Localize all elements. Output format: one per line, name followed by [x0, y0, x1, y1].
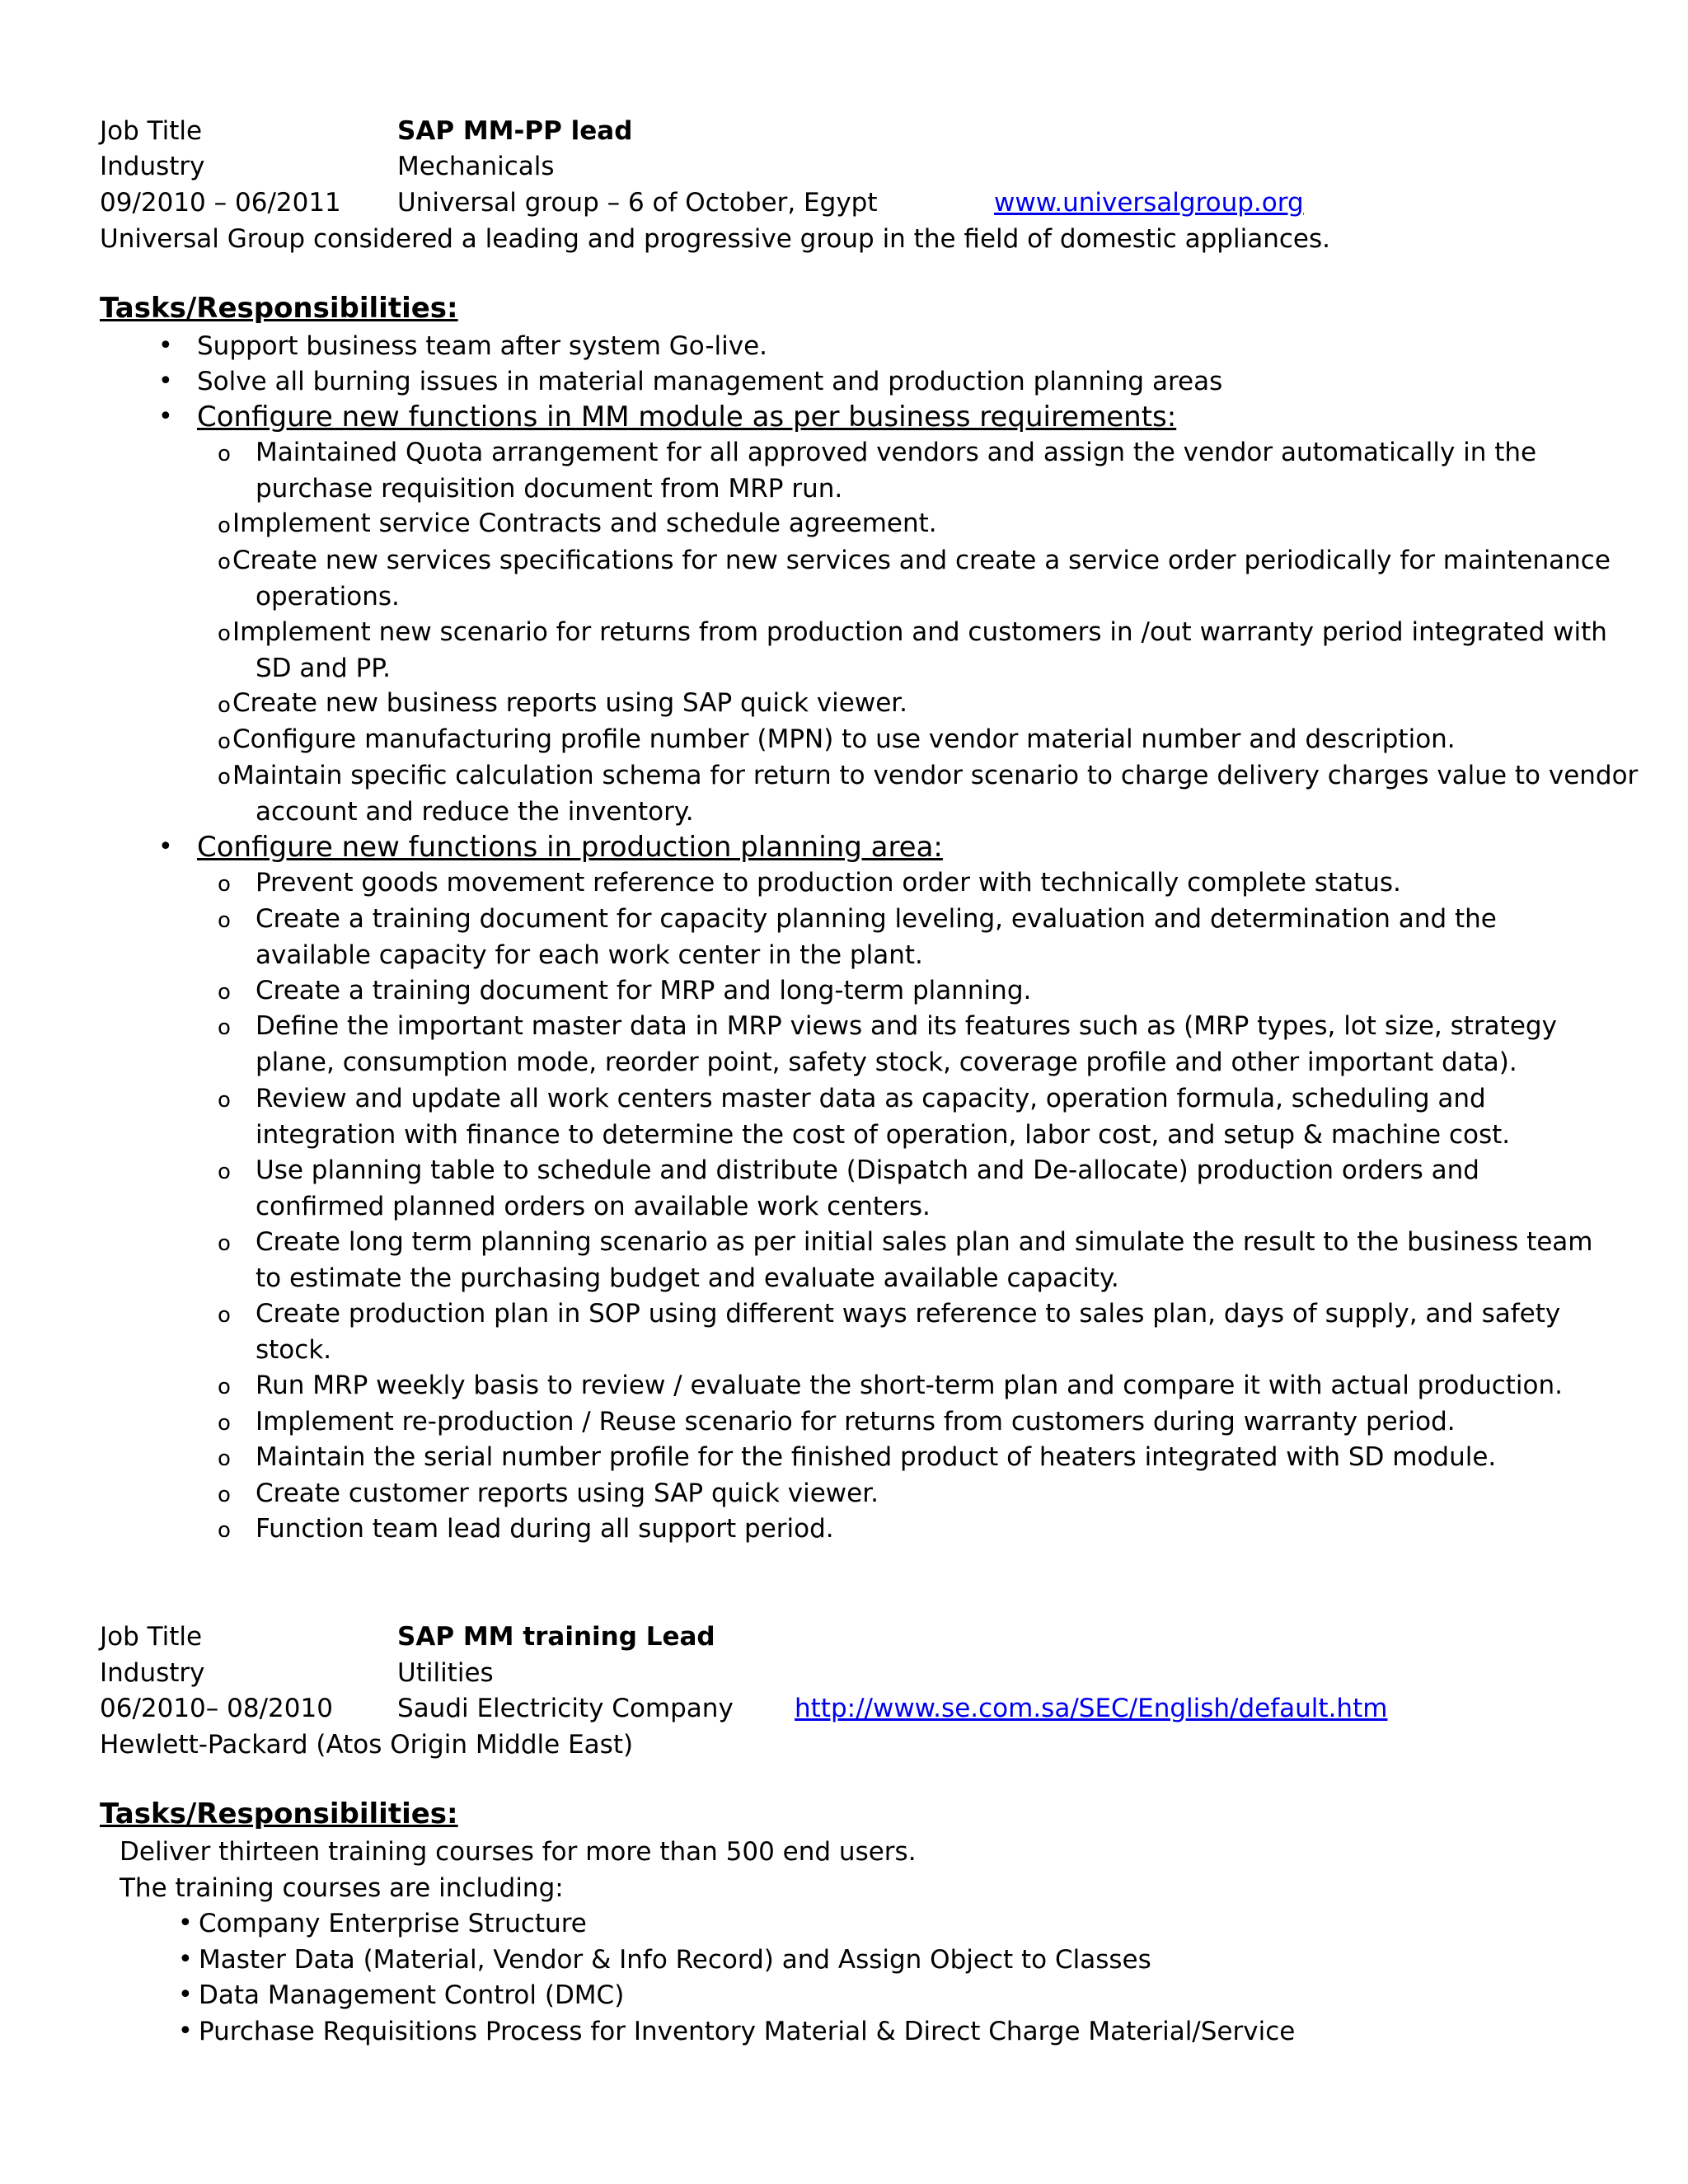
job1-bullet-1: Support business team after system Go-live. — [197, 331, 768, 361]
mm-item-4: Implement new scenario for returns from production and customers in /out warranty period integrated with SD and PP. — [232, 617, 1607, 683]
job1-industry-value: Mechanicals — [397, 152, 555, 181]
job2-website-link[interactable]: http://www.se.com.sa/SEC/English/default.htm — [795, 1694, 1388, 1723]
circle-bullet-icon: o — [218, 1375, 231, 1399]
job2-employer: Hewlett-Packard (Atos Origin Middle East) — [100, 1730, 634, 1760]
pp-item-3: Create a training document for MRP and long-term planning. — [256, 976, 1032, 1005]
circle-bullet-icon: o — [218, 1303, 231, 1328]
job1-dates: 09/2010 – 06/2011 — [100, 188, 341, 218]
mm-item-2: Implement service Contracts and schedule agreement. — [232, 509, 937, 538]
circle-bullet-icon: o — [218, 1088, 231, 1113]
circle-bullet-icon: o — [218, 765, 231, 790]
pp-item-12: Create customer reports using SAP quick viewer. — [256, 1479, 879, 1508]
job2-title-value: SAP MM training Lead — [397, 1622, 715, 1652]
pp-item-8: Create production plan in SOP using different ways reference to sales plan, days of supply, and safety stock. — [256, 1299, 1561, 1365]
circle-bullet-icon: o — [218, 550, 231, 574]
mm-item-5: Create new business reports using SAP quick viewer. — [232, 688, 908, 718]
job1-bullet-2: Solve all burning issues in material management and production planning areas — [197, 367, 1223, 396]
pp-item-7: Create long term planning scenario as per initial sales plan and simulate the result to the business team to estimate the purchasing budget and evaluate available capacity. — [256, 1227, 1593, 1293]
pp-item-1: Prevent goods movement reference to production order with technically complete status. — [256, 868, 1401, 898]
job2-industry-value: Utilities — [397, 1658, 494, 1688]
pp-item-13: Function team lead during all support period. — [256, 1514, 834, 1544]
course-item-4: Purchase Requisitions Process for Inventory Material & Direct Charge Material/Service — [199, 2017, 1296, 2046]
job1-company: Universal group – 6 of October, Egypt — [397, 188, 878, 218]
job2-dates: 06/2010– 08/2010 — [100, 1694, 333, 1723]
job1-tasks-heading: Tasks/Responsibilities: — [100, 292, 458, 325]
circle-bullet-icon: o — [218, 1411, 231, 1436]
job1-title-label: Job Title — [100, 116, 203, 146]
job2-company: Saudi Electricity Company — [397, 1694, 734, 1723]
circle-bullet-icon: o — [218, 1160, 231, 1184]
job1-mm-heading: Configure new functions in MM module as per business requirements: — [197, 401, 1177, 434]
bullet-icon: • — [178, 1980, 193, 2009]
circle-bullet-icon: o — [218, 442, 231, 466]
circle-bullet-icon: o — [218, 980, 231, 1005]
circle-bullet-icon: o — [218, 729, 231, 754]
job2-title-label: Job Title — [100, 1622, 203, 1652]
circle-bullet-icon: o — [218, 872, 231, 897]
job1-description: Universal Group considered a leading and progressive group in the field of domestic appliances. — [100, 224, 1330, 254]
circle-bullet-icon: o — [218, 1231, 231, 1256]
pp-item-2: Create a training document for capacity planning leveling, evaluation and determination and the available capacity for each work center in the plant. — [256, 904, 1497, 970]
circle-bullet-icon: o — [218, 1483, 231, 1507]
job1-website-link[interactable]: www.universalgroup.org — [994, 188, 1304, 218]
circle-bullet-icon: o — [218, 621, 231, 646]
circle-bullet-icon: o — [218, 908, 231, 933]
mm-item-1: Maintained Quota arrangement for all approved vendors and assign the vendor automatically in the purchase requisition document from MRP run. — [256, 438, 1537, 504]
bullet-icon: • — [178, 1945, 193, 1974]
bullet-icon: • — [158, 832, 173, 861]
course-item-2: Master Data (Material, Vendor & Info Record) and Assign Object to Classes — [199, 1945, 1151, 1975]
course-item-3: Data Management Control (DMC) — [199, 1980, 625, 2010]
job1-title-value: SAP MM-PP lead — [397, 116, 633, 146]
circle-bullet-icon: o — [218, 1446, 231, 1471]
pp-item-5: Review and update all work centers master data as capacity, operation formula, scheduling and integration with finance to determine the cost of operation, labor cost, and setup & machine cost. — [256, 1084, 1511, 1150]
circle-bullet-icon: o — [218, 513, 231, 538]
job1-pp-heading: Configure new functions in production planning area: — [197, 831, 943, 864]
bullet-icon: • — [158, 367, 173, 396]
bullet-icon: • — [178, 1909, 193, 1938]
job2-industry-label: Industry — [100, 1658, 205, 1688]
mm-item-3: Create new services specifications for new services and create a service order periodically for maintenance operations. — [232, 546, 1611, 612]
job2-intro-2: The training courses are including: — [120, 1873, 564, 1903]
circle-bullet-icon: o — [218, 1015, 231, 1040]
pp-item-6: Use planning table to schedule and distribute (Dispatch and De-allocate) production orders and confirmed planned orders on available work centers. — [256, 1155, 1479, 1221]
course-item-1: Company Enterprise Structure — [199, 1909, 587, 1938]
bullet-icon: • — [158, 402, 173, 431]
mm-item-7: Maintain specific calculation schema for return to vendor scenario to charge delivery charges value to vendor account and reduce the inventory. — [232, 761, 1639, 827]
pp-item-11: Maintain the serial number profile for the finished product of heaters integrated with SD module. — [256, 1442, 1497, 1472]
bullet-icon: • — [158, 331, 173, 360]
circle-bullet-icon: o — [218, 693, 231, 718]
job1-industry-label: Industry — [100, 152, 205, 181]
pp-item-9: Run MRP weekly basis to review / evaluate the short-term plan and compare it with actual production. — [256, 1371, 1563, 1400]
job2-intro-1: Deliver thirteen training courses for more than 500 end users. — [120, 1837, 917, 1867]
pp-item-10: Implement re-production / Reuse scenario for returns from customers during warranty period. — [256, 1407, 1456, 1436]
bullet-icon: • — [178, 2017, 193, 2046]
pp-item-4: Define the important master data in MRP views and its features such as (MRP types, lot size, strategy plane, consumption mode, reorder point, safety stock, coverage profile and other important data). — [256, 1011, 1557, 1077]
circle-bullet-icon: o — [218, 1518, 231, 1543]
job2-tasks-heading: Tasks/Responsibilities: — [100, 1797, 458, 1830]
mm-item-6: Configure manufacturing profile number (MPN) to use vendor material number and description. — [232, 724, 1456, 754]
